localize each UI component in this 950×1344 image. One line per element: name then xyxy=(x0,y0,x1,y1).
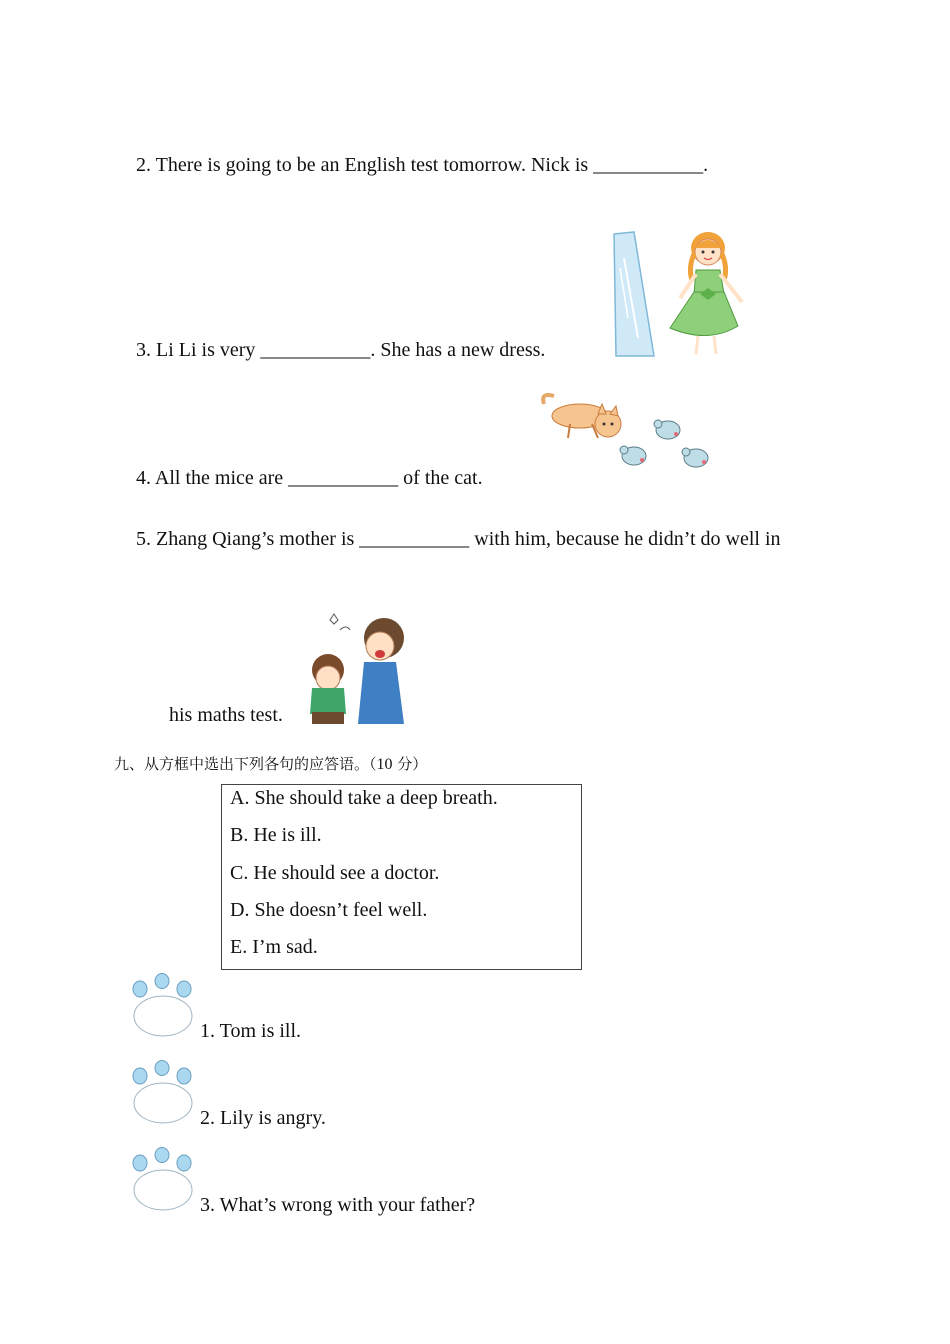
option-b: B. He is ill. xyxy=(230,824,322,846)
paw-answer-blank-3[interactable] xyxy=(132,1147,194,1211)
question-9-2: 2. Lily is angry. xyxy=(200,1107,326,1129)
question-4: 4. All the mice are ___________ of the cat. xyxy=(136,467,483,489)
option-d: D. She doesn’t feel well. xyxy=(230,899,428,921)
question-5: 5. Zhang Qiang’s mother is ___________ with him, because he didn’t do well in xyxy=(136,528,781,550)
answer-options-box xyxy=(221,784,582,970)
option-e: E. I’m sad. xyxy=(230,936,318,958)
paw-answer-blank-2[interactable] xyxy=(132,1060,194,1124)
cat-and-mice-illustration xyxy=(540,390,720,485)
question-9-3: 3. What’s wrong with your father? xyxy=(200,1194,476,1216)
option-a: A. She should take a deep breath. xyxy=(230,787,498,809)
section-9-title: 九、从方框中选出下列各句的应答语。（10 分） xyxy=(114,755,428,773)
question-9-1: 1. Tom is ill. xyxy=(200,1020,302,1042)
option-c: C. He should see a doctor. xyxy=(230,862,440,884)
question-3: 3. Li Li is very ___________. She has a new dress. xyxy=(136,339,546,361)
angry-mother-illustration xyxy=(300,608,412,724)
question-5-continued: his maths test. xyxy=(169,704,283,726)
happy-girl-illustration xyxy=(610,228,750,358)
paw-answer-blank-1[interactable] xyxy=(132,973,194,1037)
question-2: 2. There is going to be an English test tomorrow. Nick is ___________. xyxy=(136,154,709,176)
